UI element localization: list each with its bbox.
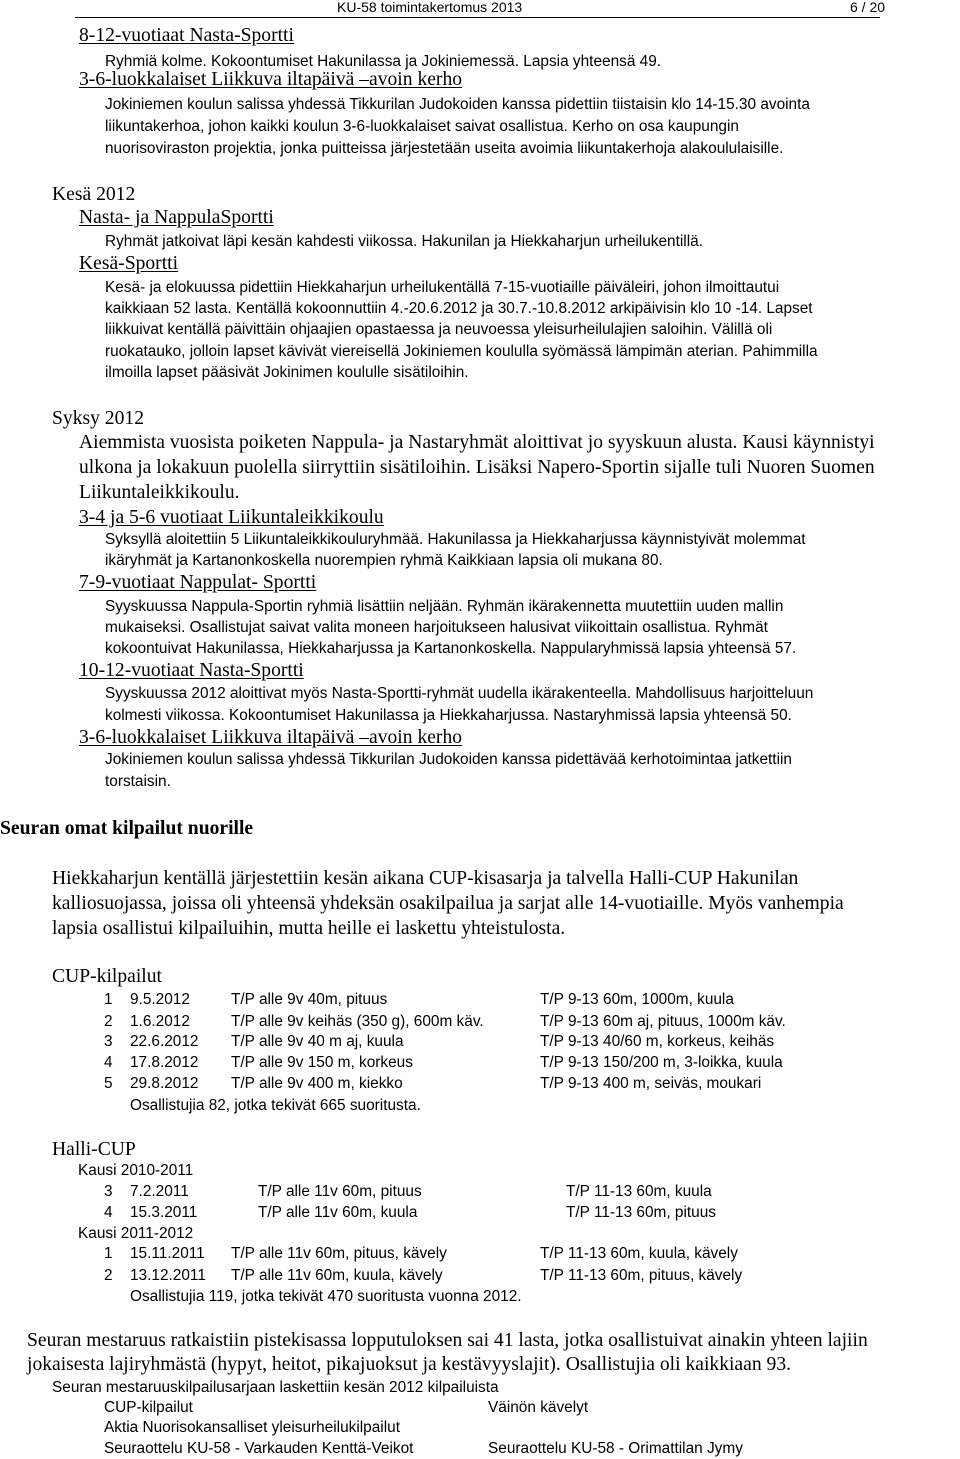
text-line: 5 (104, 1075, 113, 1092)
text-line: 2 (104, 1013, 113, 1030)
text-line: 29.8.2012 (130, 1075, 199, 1092)
section-heading: 3-6-luokkalaiset Liikkuva iltapäivä –avoin kerho (79, 727, 463, 748)
section-heading: Kesä 2012 (52, 184, 136, 205)
text-line: ruokatauko, jolloin lapset kävivät viereisellä Jokiniemen koululla syömässä lämpimän aterian. Pahimmilla (105, 343, 818, 360)
text-line: T/P alle 9v 150 m, korkeus (231, 1054, 413, 1071)
text-line: kolmesti viikossa. Kokoontumiset Hakunilassa ja Hiekkaharjussa. Nastaryhmissä lapsia yhteensä 50. (105, 707, 792, 724)
text-line: Ryhmiä kolme. Kokoontumiset Hakunilassa ja Jokiniemessä. Lapsia yhteensä 49. (105, 53, 662, 70)
text-line: Kesä- ja elokuussa pidettiin Hiekkaharjun urheilukentällä 7-15-vuotiaille päiväleiri, johon ilmoittautui (105, 279, 780, 296)
section-heading: Seuran omat kilpailut nuorille (0, 818, 254, 839)
section-heading: kalliosuojassa, joissa oli yhteensä yhdeksän osakilpailua ja sarjat alle 14-vuotiaille. Myös vanhempia (52, 893, 844, 914)
text-line: T/P 11-13 60m, pituus, kävely (540, 1267, 743, 1284)
text-line: Kausi 2010-2011 (78, 1162, 194, 1179)
text-line: ilmoilla lapset pääsivät Jokinimen koululle sisätiloihin. (105, 364, 469, 381)
text-line: mukaiseksi. Osallistujat saivat valita moneen harjoitukseen halusivat viikoittain osallistua. Ryhmät (105, 619, 768, 636)
text-line: T/P 9-13 40/60 m, korkeus, keihäs (540, 1033, 775, 1050)
text-line: Jokiniemen koulun salissa yhdessä Tikkurilan Judokoiden kanssa pidettiin tiistaisin klo 14-15.30 avointa (105, 96, 810, 113)
text-line: T/P 9-13 150/200 m, 3-loikka, kuula (540, 1054, 783, 1071)
text-line: 2 (104, 1267, 113, 1284)
text-line: T/P alle 9v 400 m, kiekko (231, 1075, 403, 1092)
text-line: 4 (104, 1054, 113, 1071)
text-line: T/P 11-13 60m, kuula (566, 1183, 712, 1200)
text-line: Jokiniemen koulun salissa yhdessä Tikkurilan Judokoiden kanssa pidettävää kerhotoimintaa jatkettiin (105, 751, 792, 768)
text-line: T/P alle 11v 60m, kuula (258, 1204, 418, 1221)
text-line: 17.8.2012 (130, 1054, 199, 1071)
text-line: T/P alle 11v 60m, pituus, kävely (231, 1245, 447, 1262)
text-line: Aiemmista vuosista poiketen Nappula- ja Nastaryhmät aloittivat jo syyskuun alusta. Kausi käynnistyi (79, 432, 875, 453)
section-heading: 3-4 ja 5-6 vuotiaat Liikuntaleikkikoulu (79, 507, 384, 528)
text-line: 1 (104, 991, 113, 1008)
text-line: T/P alle 9v 40 m aj, kuula (231, 1033, 404, 1050)
text-line: liikkuivat kentällä päivittäin ohjaajien opastaessa ja neuvoessa yleisurheilulajien saloihin. Välillä oli (105, 321, 773, 338)
text-line: 15.11.2011 (130, 1245, 205, 1262)
text-line: Väinön kävelyt (488, 1399, 589, 1416)
text-line: Seuran mestaruuskilpailusarjaan laskettiin kesän 2012 kilpailuista (52, 1379, 499, 1396)
section-heading: CUP-kilpailut (52, 966, 162, 987)
section-heading: 3-6-luokkalaiset Liikkuva iltapäivä –avoin kerho (79, 69, 463, 90)
text-line: ulkona ja lokakuun puolella siirryttiin sisätiloihin. Lisäksi Napero-Sportin sijalle tuli Nuoren Suomen (79, 457, 875, 478)
text-line: liikuntakerhoa, johon kaikki koulun 3-6-luokkalaiset saivat osallistua. Kerho on osa kaupungin (105, 118, 739, 135)
text-line: 1.6.2012 (130, 1013, 190, 1030)
section-heading: jokaisesta lajiryhmästä (hypyt, heitot, pikajuoksut ja kestävyyslajit). Osallistujia oli kaikkiaan 93. (27, 1354, 792, 1375)
header-title: KU-58 toimintakertomus 2013 (337, 0, 523, 15)
text-line: T/P 11-13 60m, pituus (566, 1204, 716, 1221)
text-line: 3 (104, 1033, 113, 1050)
text-line: Ryhmät jatkoivat läpi kesän kahdesti viikossa. Hakunilan ja Hiekkaharjun urheilukentillä. (105, 233, 703, 250)
text-line: Liikuntaleikkikoulu. (79, 482, 240, 503)
text-line: Osallistujia 82, jotka tekivät 665 suoritusta. (130, 1097, 421, 1114)
text-line: Seuraottelu KU-58 - Orimattilan Jymy (488, 1440, 743, 1457)
text-line: Osallistujia 119, jotka tekivät 470 suoritusta vuonna 2012. (130, 1288, 522, 1305)
text-line: 15.3.2011 (130, 1204, 198, 1221)
section-heading: 10-12-vuotiaat Nasta-Sportti (79, 660, 304, 681)
text-line: Syyskuussa 2012 aloittivat myös Nasta-Sportti-ryhmät uudella ikärakenteella. Mahdollisuus harjoitteluun (105, 685, 814, 702)
section-heading: Hiekkaharjun kentällä järjestettiin kesän aikana CUP-kisasarja ja talvella Halli-CUP Hakunilan (52, 868, 799, 889)
header-rule (75, 17, 880, 18)
text-line: 1 (104, 1245, 113, 1262)
text-line: Aktia Nuorisokansalliset yleisurheilukilpailut (104, 1419, 400, 1436)
text-line: Syksyllä aloitettiin 5 Liikuntaleikkikouluryhmää. Hakunilassa ja Hiekkaharjussa käynnistyivät molemmat (105, 531, 806, 548)
text-line: T/P alle 11v 60m, pituus (258, 1183, 422, 1200)
text-line: Syyskuussa Nappula-Sportin ryhmiä lisättiin neljään. Ryhmän ikärakennetta muutettiin uuden mallin (105, 598, 784, 615)
text-line: kaikkiaan 52 lasta. Kentällä kokoonnuttiin 4.-20.6.2012 ja 30.7.-10.8.2012 arkipäivisin klo 10 -14. Lapset (105, 300, 813, 317)
text-line: T/P alle 11v 60m, kuula, kävely (231, 1267, 443, 1284)
text-line: 13.12.2011 (130, 1267, 206, 1284)
section-heading: Seuran mestaruus ratkaistiin pistekisassa lopputuloksen sai 41 lasta, jotka osallistuivat ainakin yhteen lajiin (27, 1330, 868, 1351)
text-line: kokoontuivat Hakunilassa, Hiekkaharjussa ja Kartanonkoskella. Nappularyhmissä lapsia yhteensä 57. (105, 640, 797, 657)
text-line: T/P alle 9v keihäs (350 g), 600m käv. (231, 1013, 484, 1030)
text-line: nuorisoviraston projektia, jonka puitteissa järjestetään useita avoimia liikuntakerhoja alakoululaisille. (105, 140, 784, 157)
section-heading: Syksy 2012 (52, 408, 144, 429)
text-line: CUP-kilpailut (104, 1399, 193, 1416)
text-line: 22.6.2012 (130, 1033, 199, 1050)
text-line: T/P alle 9v 40m, pituus (231, 991, 388, 1008)
section-heading: Kesä-Sportti (79, 253, 179, 274)
text-line: T/P 9-13 400 m, seiväs, moukari (540, 1075, 762, 1092)
text-line: T/P 9-13 60m, 1000m, kuula (540, 991, 734, 1008)
text-line: torstaisin. (105, 773, 171, 790)
text-line: 7.2.2011 (130, 1183, 189, 1200)
text-line: T/P 11-13 60m, kuula, kävely (540, 1245, 738, 1262)
text-line: T/P 9-13 60m aj, pituus, 1000m käv. (540, 1013, 786, 1030)
text-line: Kausi 2011-2012 (78, 1225, 194, 1242)
text-line: 9.5.2012 (130, 991, 190, 1008)
section-heading: Nasta- ja NappulaSportti (79, 207, 274, 228)
section-heading: Halli-CUP (52, 1139, 136, 1160)
text-line: 4 (104, 1204, 113, 1221)
text-line: ikäryhmät ja Kartanonkoskella nuorempien ryhmä Kaikkiaan lapsia oli mukana 80. (105, 552, 663, 569)
text-line: 3 (104, 1183, 113, 1200)
section-heading: 8-12-vuotiaat Nasta-Sportti (79, 25, 294, 46)
header-page-number: 6 / 20 (850, 0, 886, 15)
text-line: Seuraottelu KU-58 - Varkauden Kenttä-Veikot (104, 1440, 414, 1457)
section-heading: 7-9-vuotiaat Nappulat- Sportti (79, 572, 317, 593)
section-heading: lapsia osallistui kilpailuihin, mutta heille ei laskettu yhteistulosta. (52, 918, 566, 939)
